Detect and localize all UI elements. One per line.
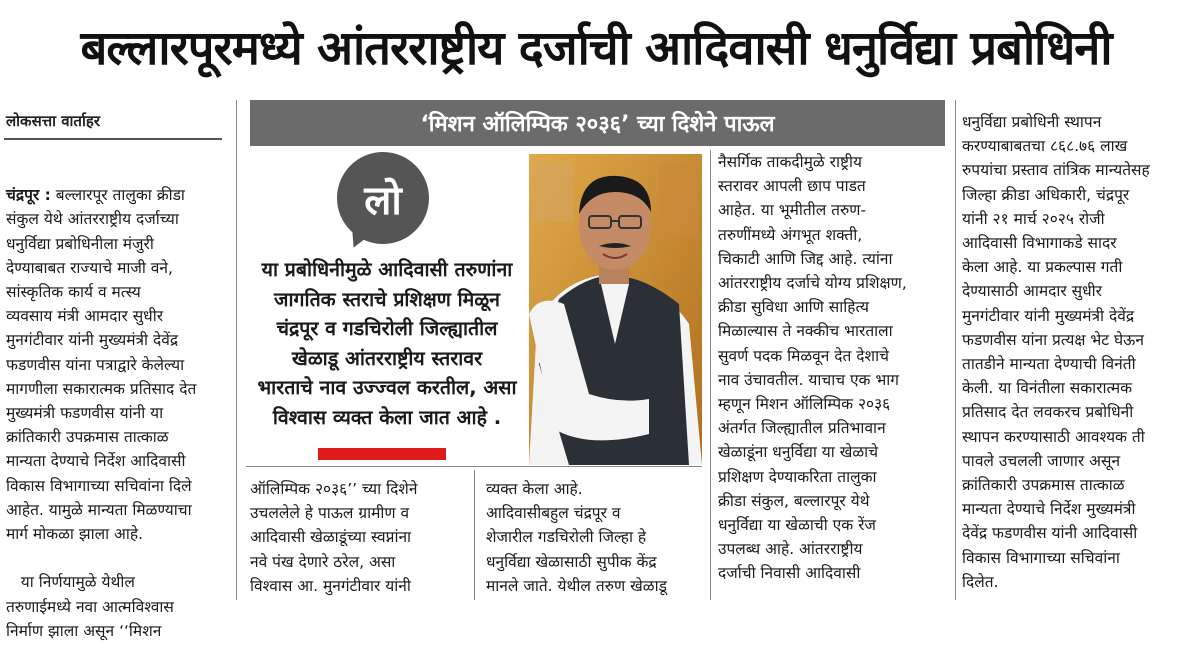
subheadline-bar: ‘मिशन ऑलिम्पिक २०३६’ च्या दिशेने पाऊल: [250, 100, 945, 146]
column-divider: [955, 100, 956, 600]
article-column-2: ऑलिम्पिक २०३६’’ च्या दिशेने उचललेले हे पाऊल ग्रामीण व आदिवासी खेळाडूंच्या स्वप्नांना नवे पंख देणारे ठरेल, असा विश्वास आ. मुनगंटीवार यांनी: [250, 480, 418, 595]
byline: लोकसत्ता वार्ताहर: [6, 112, 100, 130]
section-divider: [246, 466, 702, 467]
byline-divider: [4, 138, 222, 140]
column-divider: [236, 100, 237, 600]
article-column-1: [6, 159, 228, 667]
column-1-paragraph-2: या निर्णयामुळे येथील तरुणाईमध्ये नवा आत्मविश्वास निर्माण झाला असून ‘‘मिशन: [6, 573, 174, 640]
column-divider: [710, 150, 711, 600]
accent-bar: [318, 448, 446, 460]
article-column-4: नैसर्गिक ताकदीमुळे राष्ट्रीय स्तरावर आपली छाप पाडत आहेत. या भूमीतील तरुण- तरुणींमध्ये अंगभूत शक्ती, चिकाटी आणि जिद्द आहे. त्यांना आंतरराष्ट्रीय दर्जाचे योग्य प्रशिक्षण, क्रीडा सुविधा आणि साहित्य मिळाल्यास ते नक्कीच भारताला सुवर्ण पदक मिळवून देत देशाचे नाव उंचावतील. याचाच एक भाग म्हणून मिशन ऑलिम्पिक २०३६ अंतर्गत जिल्ह्यातील प्रतिभावान खेळाडूंना धनुर्विद्या या खेळाचे प्रशिक्षण देण्याकरिता तालुका क्रीडा संकुल, बल्लारपूर येथे धनुर्विद्या या खेळाची एक रेंज उपलब्ध आहे. आंतरराष्ट्रीय दर्जाची निवासी आदिवासी: [718, 153, 907, 583]
portrait-photo: [529, 154, 702, 465]
article-column-3: व्यक्त केला आहे. आदिवासीबहुल चंद्रपूर व शेजारील गडचिरोली जिल्हा हे धनुर्विद्या खेळासाठी सुपीक केंद्र मानले जाते. येथील तरुण खेळाडू: [486, 480, 667, 595]
loksatta-logo-icon: लो: [337, 152, 429, 244]
headline: बल्लारपूरमध्ये आंतरराष्ट्रीय दर्जाची आदिवासी धनुर्विद्या प्रबोधिनी: [80, 21, 1112, 76]
column-divider: [474, 470, 475, 600]
article-column-5: धनुर्विद्या प्रबोधिनी स्थापन करण्याबाबतचा ८६८.७६ लाख रुपयांचा प्रस्ताव तांत्रिक मान्यतेसह जिल्हा क्रीडा अधिकारी, चंद्रपूर यांनी २१ मार्च २०२५ रोजी आदिवासी विभागाकडे सादर केला आहे. या प्रकल्पास गती देण्यासाठी आमदार सुधीर मुनगंटीवार यांनी मुख्यमंत्री देवेंद्र फडणवीस यांना प्रत्यक्ष भेट घेऊन तातडीने मान्यता देण्याची विनंती केली. या विनंतीला सकारात्मक प्रतिसाद देत लवकरच प्रबोधिनी स्थापन करण्यासाठी आवश्यक ती पावले उचलली जाणार असून क्रांतिकारी उपक्रमास तात्काळ मान्यता देण्याचे निर्देश मुख्यमंत्री देवेंद्र फडणवीस यांनी आदिवासी विकास विभागाच्या सचिवांना दिलेत.: [962, 113, 1150, 591]
pull-quote: या प्रबोधिनीमुळे आदिवासी तरुणांना जागतिक स्तराचे प्रशिक्षण मिळून चंद्रपूर व गडचिरोली जिल्ह्यातील खेळाडू आंतरराष्ट्रीय स्तरावर भारताचे नाव उज्ज्वल करतील, असा विश्वास व्यक्त केला जात आहे .: [257, 258, 517, 429]
column-1-paragraph-1: बल्लारपूर तालुका क्रीडा संकुल येथे आंतरराष्ट्रीय दर्जाच्या धनुर्विद्या प्रबोधिनीला मंजुरी देण्याबाबत राज्याचे माजी वने, सांस्कृतिक कार्य व मत्स्य व्यवसाय मंत्री आमदार सुधीर मुनगंटीवार यांनी मुख्यमंत्री देवेंद्र फडणवीस यांना पत्राद्वारे केलेल्या मागणीला सकारात्मक प्रतिसाद देत मुख्यमंत्री फडणवीस यांनी या क्रांतिकारी उपक्रमास तात्काळ मान्यता देण्याचे निर्देश आदिवासी विकास विभागाच्या सचिवांना दिले आहेत. यामुळे मान्यता मिळण्याचा मार्ग मोकळा झाला आहे.: [6, 186, 197, 544]
dateline: चंद्रपूर :: [6, 186, 51, 205]
